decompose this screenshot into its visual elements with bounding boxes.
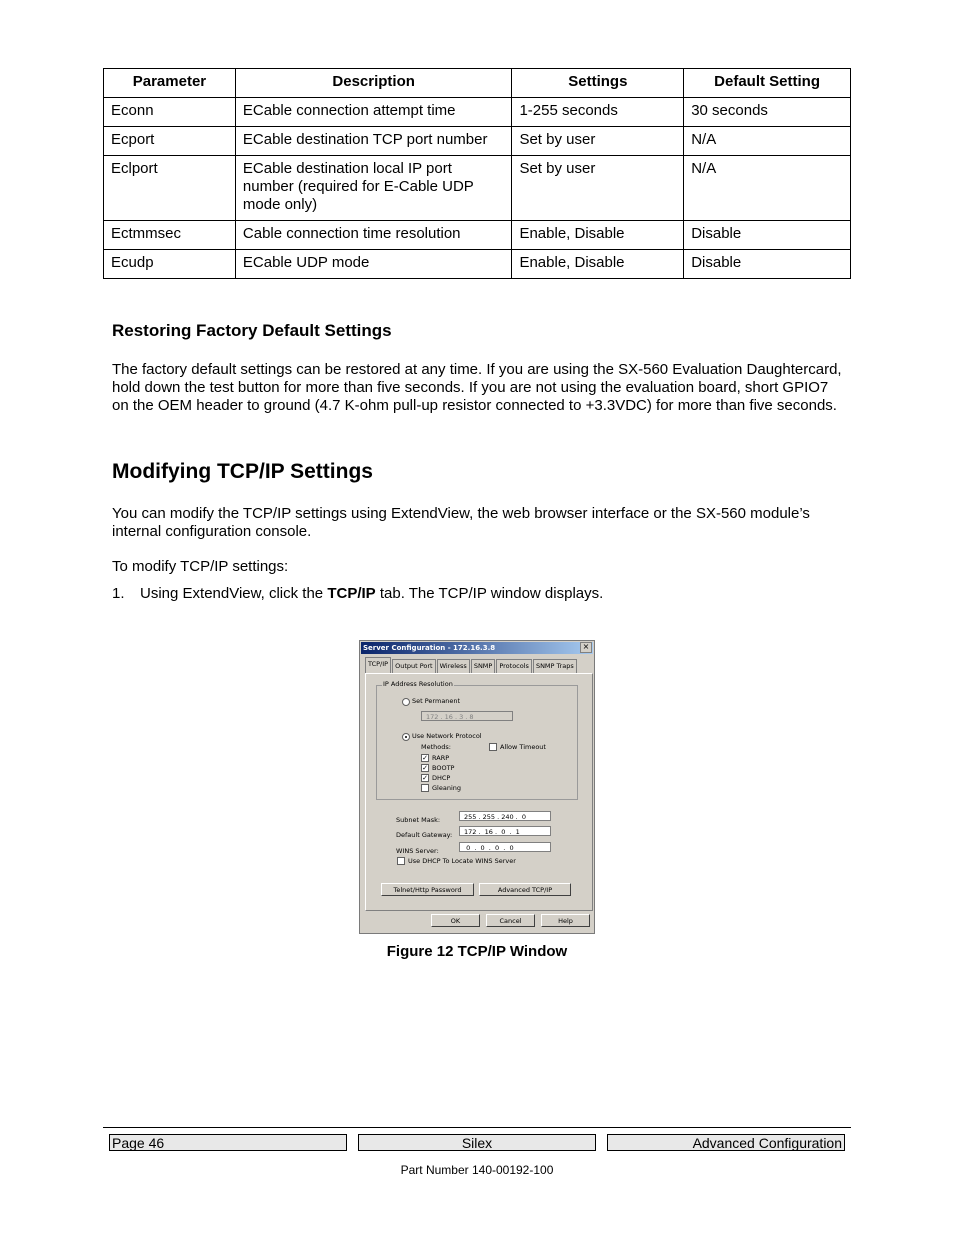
subnet-mask-label: Subnet Mask: [396,816,441,824]
figure-caption: Figure 12 TCP/IP Window [386,943,568,960]
tcpip-intro-paragraph: You can modify the TCP/IP settings using ExtendView, the web browser interface or the SX-560 module’s internal configuration console. [112,505,810,540]
methods-label: Methods: [421,743,451,751]
subnet-mask-field[interactable]: 255 . 255 . 240 . 0 [459,811,551,821]
tab-snmp[interactable]: SNMP [471,659,496,673]
group-label: IP Address Resolution [383,680,453,688]
table-header-row [104,69,851,98]
step-1 [112,585,603,603]
default-gateway-label: Default Gateway: [396,831,453,839]
column-header: Description [235,69,512,98]
table-cell: Enable, Disable [512,250,684,279]
table-cell: ECable UDP mode [235,250,512,279]
step-number: 1. [112,585,125,602]
table-cell: ECable destination TCP port number [235,127,512,156]
permanent-ip-field[interactable]: 172 . 16 . 3 . 8 [421,711,513,721]
table-cell: ECable destination local IP port number (required for E-Cable UDP mode only) [235,156,512,221]
step-text-end: tab. The TCP/IP window displays. [375,585,604,602]
advanced-tcpip-button[interactable]: Advanced TCP/IP [479,883,571,896]
column-header: Default Setting [684,69,851,98]
table-cell: Set by user [512,127,684,156]
dialog-tabs [365,659,578,673]
telnet-http-password-button[interactable]: Telnet/Http Password [381,883,474,896]
table-row [104,98,851,127]
footer-page-number: Page 46 [109,1134,347,1151]
gleaning-checkbox[interactable] [421,784,429,792]
wins-server-field[interactable]: 0 . 0 . 0 . 0 [459,842,551,852]
allow-timeout-label: Allow Timeout [500,743,546,751]
table-row [104,250,851,279]
table-cell: N/A [684,156,851,221]
parameter-table [103,68,851,279]
table-cell: Set by user [512,156,684,221]
tab-protocols[interactable]: Protocols [496,659,532,673]
table-cell: 1-255 seconds [512,98,684,127]
default-gateway-field[interactable]: 172 . 16 . 0 . 1 [459,826,551,836]
table-cell: Ecudp [104,250,236,279]
tcpip-lead-paragraph: To modify TCP/IP settings: [112,558,289,575]
section-heading-restore: Restoring Factory Default Settings [112,321,392,340]
allow-timeout-checkbox[interactable] [489,743,497,751]
restore-paragraph: The factory default settings can be restored at any time. If you are using the SX-560 Evaluation Daughtercard, hold down the test button for more than five seconds. If you are not using the evaluation board, short GPIO7 on the OEM header to ground (4.7 K-ohm pull-up resistor connected to +3.3VDC) for more than five seconds. [112,361,842,414]
tab-wireless[interactable]: Wireless [437,659,470,673]
step-bold-text: TCP/IP [327,585,376,602]
close-icon[interactable]: × [580,642,592,653]
table-cell: Cable connection time resolution [235,221,512,250]
dialog-title: Server Configuration - 172.16.3.8 [361,642,593,654]
table-cell: Ectmmsec [104,221,236,250]
bootp-checkbox[interactable]: ✓ [422,764,428,772]
table-row [104,221,851,250]
rarp-label: RARP [432,754,450,762]
table-cell: ECable connection attempt time [235,98,512,127]
tab-output-port[interactable]: Output Port [392,659,436,673]
dhcp-checkbox[interactable]: ✓ [422,774,428,782]
part-number: Part Number 140-00192-100 [400,1163,554,1177]
table-cell: Disable [684,250,851,279]
cancel-button[interactable]: Cancel [486,914,535,927]
column-header: Settings [512,69,684,98]
use-dhcp-wins-checkbox[interactable] [397,857,405,865]
footer-section: Advanced Configuration [607,1134,845,1151]
tab-snmp-traps[interactable]: SNMP Traps [533,659,577,673]
set-permanent-radio[interactable] [402,698,410,706]
table-row [104,156,851,221]
table-row [104,127,851,156]
help-button[interactable]: Help [541,914,590,927]
bootp-label: BOOTP [432,764,455,772]
use-network-protocol-label: Use Network Protocol [412,732,482,740]
table-cell: 30 seconds [684,98,851,127]
column-header: Parameter [104,69,236,98]
dhcp-label: DHCP [432,774,451,782]
footer-rule [103,1127,851,1128]
table-cell: Enable, Disable [512,221,684,250]
table-cell: Econn [104,98,236,127]
ok-button[interactable]: OK [431,914,480,927]
table-cell: N/A [684,127,851,156]
table-cell: Ecport [104,127,236,156]
gleaning-label: Gleaning [432,784,461,792]
use-network-protocol-radio[interactable] [402,733,410,741]
tcpip-dialog-figure [359,640,595,934]
footer-company: Silex [358,1134,596,1151]
step-text: Using ExtendView, click the [140,585,328,602]
section-heading-tcpip: Modifying TCP/IP Settings [112,460,373,483]
set-permanent-label: Set Permanent [412,697,461,705]
wins-server-label: WINS Server: [396,847,439,855]
table-cell: Eclport [104,156,236,221]
table-cell: Disable [684,221,851,250]
use-dhcp-wins-label: Use DHCP To Locate WINS Server [408,857,516,865]
rarp-checkbox[interactable]: ✓ [422,754,428,762]
tab-tcpip[interactable]: TCP/IP [365,657,391,673]
